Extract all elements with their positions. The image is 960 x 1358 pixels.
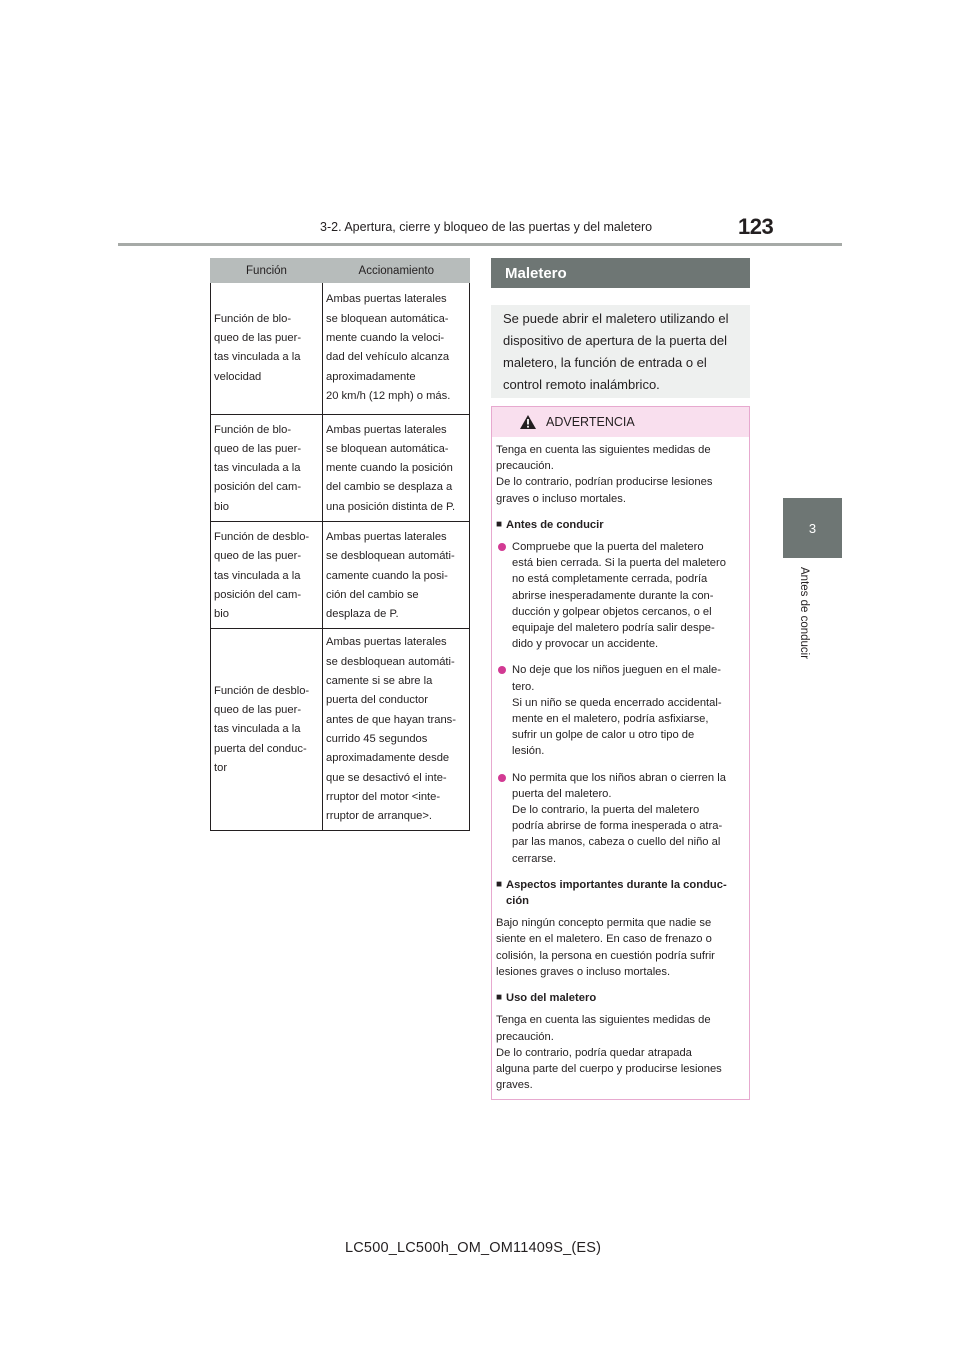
text-line: Tenga en cuenta las siguientes medidas de [496,1014,711,1027]
cell-line: Ambas puertas laterales [326,293,447,306]
text-line: está bien cerrada. Si la puerta del maletero [512,557,726,570]
function-cell [211,629,323,831]
cell-line: Ambas puertas laterales [326,423,447,436]
warning-box [491,406,750,1100]
text-line: Bajo ningún concepto permita que nadie se [496,917,712,930]
cell-line: camente cuando la posi- [326,569,448,582]
text-line: lesión. [512,745,545,758]
page-number: 123 [738,214,774,239]
text-line: siente en el maletero. En caso de frenazo o [496,933,712,946]
text-line: De lo contrario, podrían producirse lesiones [496,476,713,489]
aspectos-text [496,915,741,980]
warning-triangle-icon [520,415,536,429]
text-line: equipaje del maletero podría salir despe- [512,622,715,635]
square-bullet-icon: ■ [496,878,503,890]
list-item [496,770,741,867]
text-line: Compruebe que la puerta del maletero [512,541,704,554]
cell-line: se bloquean automática- [326,442,449,455]
text-line: sufrir un golpe de calor u otro tipo de [512,729,695,742]
cell-line: posición del cam- [214,588,302,601]
cell-line: queo de las puer- [214,550,302,563]
text-line: De lo contrario, podría quedar atrapada [496,1046,692,1059]
chapter-label: Antes de conducir [798,567,810,660]
function-cell [211,521,323,628]
cell-line: mente cuando la posición [326,462,453,475]
cell-line: Ambas puertas laterales [326,636,447,649]
cell-line: puerta del conductor [326,694,428,707]
subheading-antes [496,517,741,533]
warning-body [492,437,749,1093]
subheading-text: Antes de conducir [506,518,604,531]
table-row [211,521,470,628]
warning-header [492,407,749,437]
cell-line: se desbloquean automáti- [326,655,455,668]
text-line: graves. [496,1079,533,1092]
footer-manual-code: LC500_LC500h_OM_OM11409S_(ES) [345,1240,602,1256]
text-line: precaución. [496,460,554,473]
chapter-label-wrapper [795,567,813,677]
cell-line: currido 45 segundos [326,732,428,745]
cell-line: tas vinculada a la [214,462,301,475]
square-bullet-icon: ■ [496,992,503,1004]
cell-line: camente si se abre la [326,675,433,688]
table-row [211,283,470,414]
cell-line: desplaza de P. [326,608,399,621]
text-line: dido y provocar un accidente. [512,638,659,651]
square-bullet-icon: ■ [496,518,503,530]
cell-line: tas vinculada a la [214,723,301,736]
list-item [496,539,741,652]
chapter-tab [783,498,842,558]
cell-line: puerta del conduc- [214,742,307,755]
operation-cell [323,629,470,831]
cell-line: 20 km/h (12 mph) o más. [326,389,451,402]
subheading-aspectos [496,877,741,909]
function-cell [211,414,323,521]
table-header-row [211,258,470,283]
text-line: alguna parte del cuerpo y producirse lesiones [496,1062,722,1075]
text-line: Si un niño se queda encerrado accidental- [512,696,722,709]
maletero-heading: Maletero [491,258,750,288]
table-row [211,414,470,521]
cell-line: velocidad [214,370,262,383]
cell-line: una posición distinta de P. [326,500,456,513]
text-line: no está completamente cerrada, podría [512,573,708,586]
operation-cell [323,283,470,414]
subheading-uso [496,990,741,1006]
cell-line: queo de las puer- [214,704,302,717]
text-line: podría abrirse de forma inesperada o atra- [512,820,723,833]
cell-line: tas vinculada a la [214,351,301,364]
cell-line: bio [214,500,229,513]
cell-line: se bloquean automática- [326,312,449,325]
cell-line: mente cuando la veloci- [326,331,445,344]
cell-line: dad del vehículo alcanza [326,351,450,364]
cell-line: Función de desblo- [214,684,310,697]
cell-line: tor [214,761,228,774]
text-line: par las manos, cabeza o cuello del niño al [512,836,721,849]
cell-line: antes de que hayan trans- [326,713,456,726]
function-table [210,258,470,831]
maletero-intro: Se puede abrir el maletero utilizando el dispositivo de apertura de la puerta del maletero, la función de entrada o el control remoto inalámbrico. [491,305,750,398]
cell-line: Función de blo- [214,312,292,325]
cell-line: del cambio se desplaza a [326,481,453,494]
cell-line: Ambas puertas laterales [326,530,447,543]
column-header-function: Función [211,258,323,283]
cell-line: queo de las puer- [214,442,302,455]
text-line: graves o incluso mortales. [496,492,626,505]
chapter-number: 3 [808,520,817,536]
text-line: Tenga en cuenta las siguientes medidas de [496,444,711,456]
section-title: 3-2. Apertura, cierre y bloqueo de las puertas y del maletero [320,220,653,234]
cell-line: que se desactivó el inte- [326,771,447,784]
cell-line: aproximadamente [326,370,416,383]
header-divider [118,243,842,246]
cell-line: rruptor de arranque>. [326,810,433,823]
cell-line: Función de desblo- [214,530,310,543]
subheading-text: ción [506,895,529,908]
text-line: De lo contrario, la puerta del maletero [512,804,700,817]
cell-line: bio [214,608,229,621]
cell-line: se desbloquean automáti- [326,550,455,563]
table-row [211,629,470,831]
text-line: abrirse inesperadamente durante la con- [512,589,714,602]
warning-title: ADVERTENCIA [546,415,635,429]
warning-intro [496,442,741,507]
subheading-text: Aspectos importantes durante la conduc- [506,878,727,891]
operation-cell [323,414,470,521]
cell-line: queo de las puer- [214,331,302,344]
subheading-text: Uso del maletero [506,992,597,1005]
operation-cell [323,521,470,628]
text-line: precaución. [496,1030,554,1043]
cell-line: ción del cambio se [326,588,419,601]
text-line: tero. [512,680,535,693]
text-line: cerrarse. [512,852,557,865]
circle-bullet-icon [498,543,506,551]
cell-line: Función de blo- [214,423,292,436]
text-line: No deje que los niños jueguen en el male- [512,664,721,677]
list-item [496,662,741,759]
cell-line: tas vinculada a la [214,569,301,582]
text-line: puerta del maletero. [512,787,612,800]
text-line: ducción y golpear objetos cercanos, o el [512,605,712,618]
text-line: colisión, la persona en cuestión podría sufrir [496,949,715,962]
uso-text [496,1012,741,1093]
cell-line: posición del cam- [214,481,302,494]
cell-line: rruptor del motor <inte- [326,790,441,803]
function-cell [211,283,323,414]
text-line: No permita que los niños abran o cierren la [512,771,726,784]
circle-bullet-icon [498,774,506,782]
cell-line: aproximadamente desde [326,752,450,765]
text-line: lesiones graves o incluso mortales. [496,965,671,978]
column-header-operation: Accionamiento [323,258,470,283]
circle-bullet-icon [498,666,506,674]
text-line: mente en el maletero, podría asfixiarse, [512,713,709,726]
